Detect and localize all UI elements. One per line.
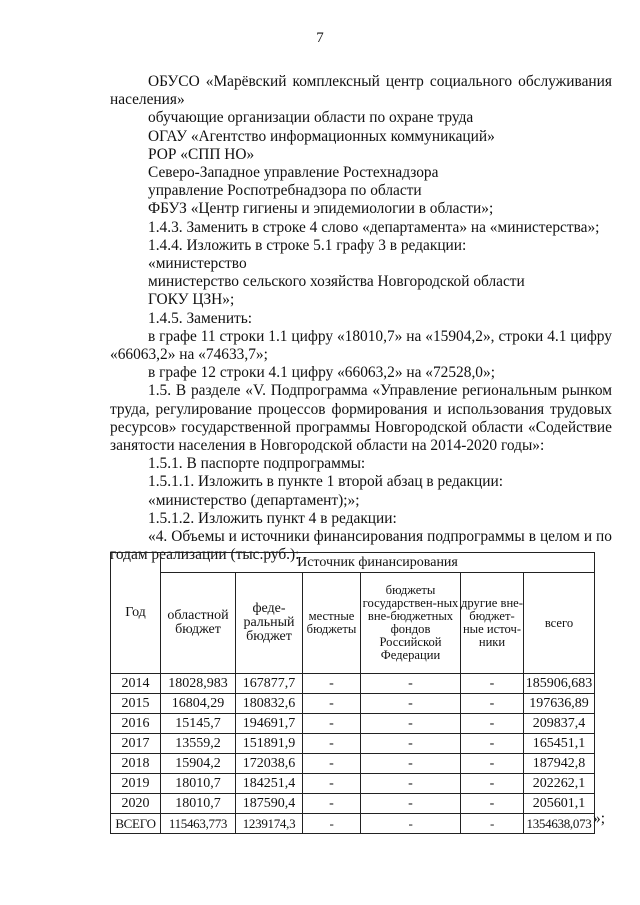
column-header-federal: феде-ральный бюджет <box>236 573 303 674</box>
year-cell: 2019 <box>111 774 161 794</box>
federal-budget-cell: 184251,4 <box>236 774 303 794</box>
local-budget-cell: - <box>303 714 361 734</box>
state-funds-cell: - <box>361 794 461 814</box>
regional-budget-cell: 16804,29 <box>161 694 236 714</box>
table-row <box>111 694 595 714</box>
other-sources-cell: - <box>461 794 524 814</box>
total-cell: 209837,4 <box>524 714 595 734</box>
column-header-total: всего <box>524 573 595 674</box>
paragraph: 1.4.4. Изложить в строке 5.1 графу 3 в редакции: <box>148 236 467 254</box>
paragraph: «министерство (департамент);»; <box>148 491 360 509</box>
federal-budget-cell: 187590,4 <box>236 794 303 814</box>
paragraph: в графе 12 строки 4.1 цифру «66063,2» на «72528,0»; <box>148 364 495 382</box>
paragraph: 1.4.3. Заменить в строке 4 слово «департамента» на «министерства»; <box>148 218 600 236</box>
other-sources-cell: - <box>461 714 524 734</box>
table-row <box>111 774 595 794</box>
state-funds-cell: - <box>361 674 461 694</box>
regional-budget-cell: 115463,773 <box>161 814 236 834</box>
local-budget-cell: - <box>303 694 361 714</box>
local-budget-cell: - <box>303 774 361 794</box>
total-cell: 197636,89 <box>524 694 595 714</box>
paragraph: ОБУСО «Марёвский комплексный центр социального обслуживания населения» <box>110 73 612 109</box>
paragraph: 1.5. В разделе «V. Подпрограмма «Управление региональным рынком труда, регулирование процессов формирования и использования трудовых ресурсов» государственной программы Новгородской области «Содействие занятости населения в Новгородской области на 2014-2020 годы»: <box>110 382 612 455</box>
year-cell: 2015 <box>111 694 161 714</box>
paragraph: 1.5.1.2. Изложить пункт 4 в редакции: <box>148 509 397 527</box>
other-sources-cell: - <box>461 694 524 714</box>
closing-quote: »; <box>593 810 605 827</box>
year-cell: 2014 <box>111 674 161 694</box>
regional-budget-cell: 18010,7 <box>161 794 236 814</box>
local-budget-cell: - <box>303 674 361 694</box>
federal-budget-cell: 151891,9 <box>236 734 303 754</box>
local-budget-cell: - <box>303 814 361 834</box>
total-cell: 202262,1 <box>524 774 595 794</box>
total-cell: 205601,1 <box>524 794 595 814</box>
paragraph: «4. Объемы и источники финансирования подпрограммы в целом и по годам реализации (тыс.руб.): <box>110 528 612 564</box>
federal-budget-cell: 1239174,3 <box>236 814 303 834</box>
year-cell: 2016 <box>111 714 161 734</box>
state-funds-cell: - <box>361 734 461 754</box>
total-cell: 185906,683 <box>524 674 595 694</box>
paragraph: 1.5.1.1. Изложить в пункте 1 второй абзац в редакции: <box>148 473 503 491</box>
state-funds-cell: - <box>361 814 461 834</box>
table-row <box>111 674 595 694</box>
table-row <box>111 714 595 734</box>
total-cell: 165451,1 <box>524 734 595 754</box>
local-budget-cell: - <box>303 754 361 774</box>
other-sources-cell: - <box>461 814 524 834</box>
year-header: Год <box>111 553 161 674</box>
paragraph: в графе 11 строки 1.1 цифру «18010,7» на «15904,2», строки 4.1 цифру «66063,2» на «74633,7»; <box>110 327 612 364</box>
paragraph: ГОКУ ЦЗН»; <box>148 291 235 309</box>
regional-budget-cell: 15904,2 <box>161 754 236 774</box>
year-cell: 2020 <box>111 794 161 814</box>
table-row <box>111 734 595 754</box>
state-funds-cell: - <box>361 754 461 774</box>
local-budget-cell: - <box>303 794 361 814</box>
paragraph: министерство сельского хозяйства Новгородской области <box>148 273 525 291</box>
total-cell: 1354638,073 <box>524 814 595 834</box>
page-number: 7 <box>316 30 324 46</box>
federal-budget-cell: 194691,7 <box>236 714 303 734</box>
source-group-header: Источник финансирования <box>161 553 595 573</box>
other-sources-cell: - <box>461 674 524 694</box>
federal-budget-cell: 172038,6 <box>236 754 303 774</box>
total-cell: 187942,8 <box>524 754 595 774</box>
column-header-state-funds: бюджеты государствен-ных вне-бюджетных фондов Российской Федерации <box>361 573 461 674</box>
paragraph: ОГАУ «Агентство информационных коммуникаций» <box>148 127 495 145</box>
financing-table <box>110 552 595 834</box>
column-header-local: местные бюджеты <box>303 573 361 674</box>
paragraph: 1.5.1. В паспорте подпрограммы: <box>148 455 366 473</box>
table-row <box>111 754 595 774</box>
local-budget-cell: - <box>303 734 361 754</box>
paragraph: 1.4.5. Заменить: <box>148 309 253 327</box>
table-row <box>111 794 595 814</box>
paragraph: Северо-Западное управление Ростехнадзора <box>148 164 439 182</box>
paragraph: «министерство <box>148 255 247 273</box>
federal-budget-cell: 167877,7 <box>236 674 303 694</box>
state-funds-cell: - <box>361 694 461 714</box>
other-sources-cell: - <box>461 734 524 754</box>
federal-budget-cell: 180832,6 <box>236 694 303 714</box>
state-funds-cell: - <box>361 774 461 794</box>
column-header-other: другие вне-бюджет-ные источ-ники <box>461 573 524 674</box>
paragraph: ФБУЗ «Центр гигиены и эпидемиологии в области»; <box>148 200 494 218</box>
other-sources-cell: - <box>461 754 524 774</box>
column-header-regional: областной бюджет <box>161 573 236 674</box>
document-body <box>110 73 612 564</box>
paragraph: обучающие организации области по охране труда <box>148 109 474 127</box>
year-cell: 2018 <box>111 754 161 774</box>
paragraph: управление Роспотребнадзора по области <box>148 182 422 200</box>
table-body <box>111 674 595 834</box>
paragraph: РОР «СПП НО» <box>148 145 255 163</box>
year-cell: ВСЕГО <box>111 814 161 834</box>
regional-budget-cell: 18010,7 <box>161 774 236 794</box>
other-sources-cell: - <box>461 774 524 794</box>
regional-budget-cell: 18028,983 <box>161 674 236 694</box>
regional-budget-cell: 13559,2 <box>161 734 236 754</box>
regional-budget-cell: 15145,7 <box>161 714 236 734</box>
year-cell: 2017 <box>111 734 161 754</box>
table-row <box>111 814 595 834</box>
state-funds-cell: - <box>361 714 461 734</box>
